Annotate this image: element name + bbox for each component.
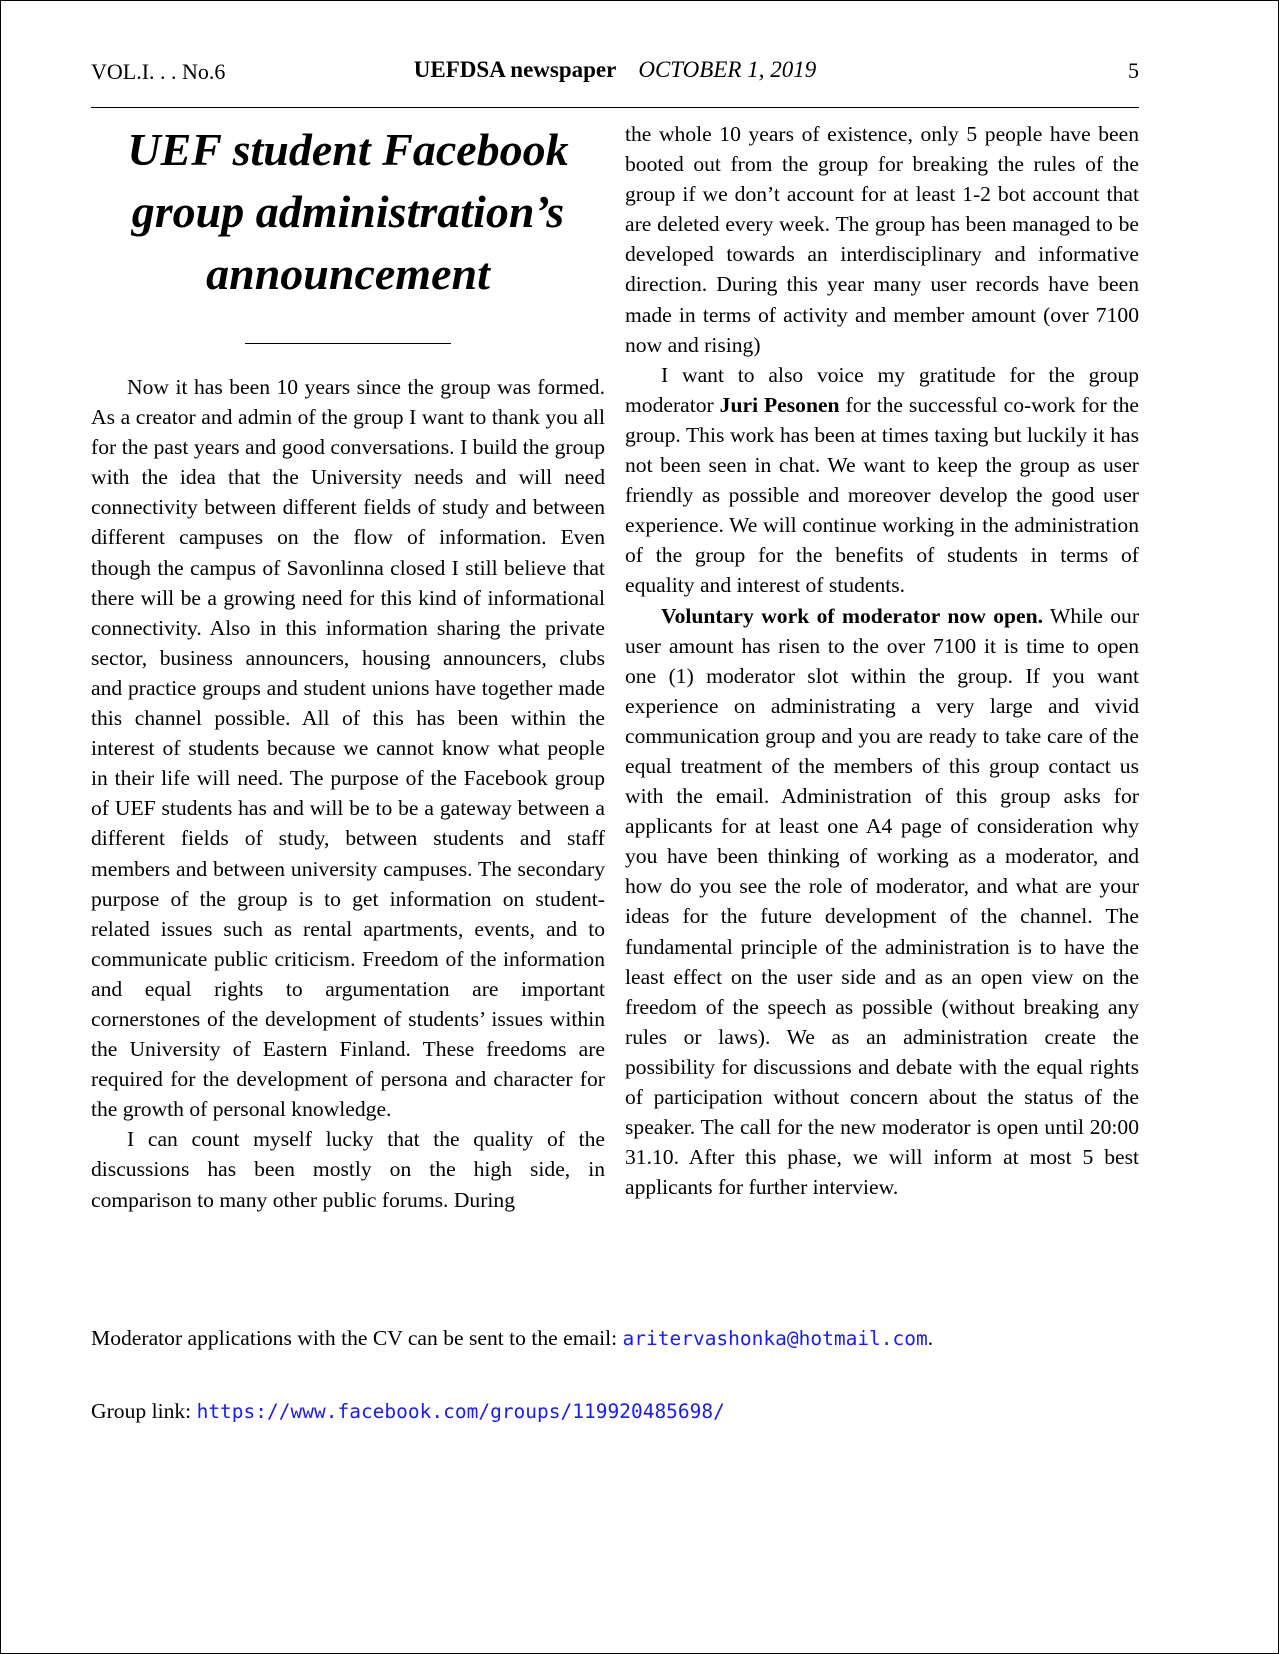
masthead xyxy=(91,57,1139,83)
gratitude-paragraph xyxy=(625,360,1139,601)
paragraph-text: While our user amount has risen to the over 7100 it is time to open one (1) moderator slot within the group. If you want experience on administrating a very large and vivid communication group and you are ready to take care of the equal treatment of the members of this group contact us with the email. Administration of this group asks for applicants for at least one A4 page of consideration why you have been thinking of working as a moderator, and how do you see the role of moderator, and what are your ideas for the future development of the channel. The fundamental principle of the administration is to have the least effect on the user side and as an open view on the freedom of the speech as possible (without breaking any rules or laws). We as an administration create the possibility for discussions and debate with the equal rights of participation without concern about the status of the speaker. The call for the new moderator is open until 20:00 31.10. After this phase, we will inform at most 5 best applicants for further interview. xyxy=(625,603,1140,1200)
paragraph-text: for the successful co-work for the group. This work has been at times taxing but luckily it has not been seen in chat. We want to keep the group as user friendly as possible and moreover develop the good user experience. We will continue working in the administration of the group for the benefits of students in terms of equality and interest of students. xyxy=(625,392,1139,598)
paper-name: UEFDSA newspaper xyxy=(413,57,617,82)
article-paragraph: Now it has been 10 years since the group was formed. As a creator and admin of the group I want to thank you all for the past years and good conversations. I build the group with the idea that the University needs and will need connectivity between different fields of study and between different campuses on the flow of information. Even though the campus of Savonlinna closed I still believe that there will be a growing need for this kind of informational connectivity. Also in this information sharing the private sector, business announcers, housing announcers, clubs and practice groups and student unions have together made this channel possible. All of this has been within the interest of students because we cannot know what people in their life will need. The purpose of the Facebook group of UEF students has and will be to be a gateway between a different fields of study, between students and staff members and between university campuses. The secondary purpose of the group is to get information on student-related issues such as rental apartments, events, and to communicate public criticism. Freedom of the information and equal rights to argumentation are important cornerstones of the development of students’ issues within the University of Eastern Finland. These freedoms are required for the development of persona and character for the growth of personal knowledge. xyxy=(91,375,605,1122)
header-rule xyxy=(91,107,1139,108)
moderator-call-paragraph xyxy=(625,601,1139,1203)
moderator-name: Juri Pesonen xyxy=(719,392,840,417)
email-suffix: . xyxy=(927,1326,934,1350)
email-label: Moderator applications with the CV can be sent to the email: xyxy=(91,1326,623,1350)
paragraph-text: I want to also voice my gratitude for the group moderator xyxy=(625,362,1139,417)
email-line xyxy=(91,1323,1139,1354)
right-column xyxy=(625,119,1139,1202)
page-number: 5 xyxy=(1128,58,1139,83)
article-paragraph: I can count myself lucky that the quality of the discussions has been mostly on the high side, in comparison to many other public forums. During xyxy=(91,1127,605,1212)
moderator-call-heading: Voluntary work of moderator now open. xyxy=(661,603,1044,628)
group-link[interactable]: https://www.facebook.com/groups/119920485698/ xyxy=(196,1400,725,1423)
article-paragraph-continued: the whole 10 years of existence, only 5 people have been booted out from the group for breaking the rules of the group if we don’t account for at least 1-2 bot account that are deleted every week. The group has been managed to be developed towards an interdisciplinary and informative direction. During this year many user records have been made in terms of activity and member amount (over 7100 now and rising) xyxy=(625,122,1139,357)
title-divider xyxy=(245,343,451,344)
page-header xyxy=(91,55,1139,89)
left-column xyxy=(91,119,605,1215)
article-title: UEF student Facebook group administration’s announcement xyxy=(127,124,569,299)
email-link[interactable]: aritervashonka@hotmail.com xyxy=(622,1327,928,1350)
issue-date: OCTOBER 1, 2019 xyxy=(638,57,817,82)
volume-label: VOL.I. . . No.6 xyxy=(91,59,226,84)
group-link-label: Group link: xyxy=(91,1399,197,1423)
group-link-line xyxy=(91,1396,1139,1427)
